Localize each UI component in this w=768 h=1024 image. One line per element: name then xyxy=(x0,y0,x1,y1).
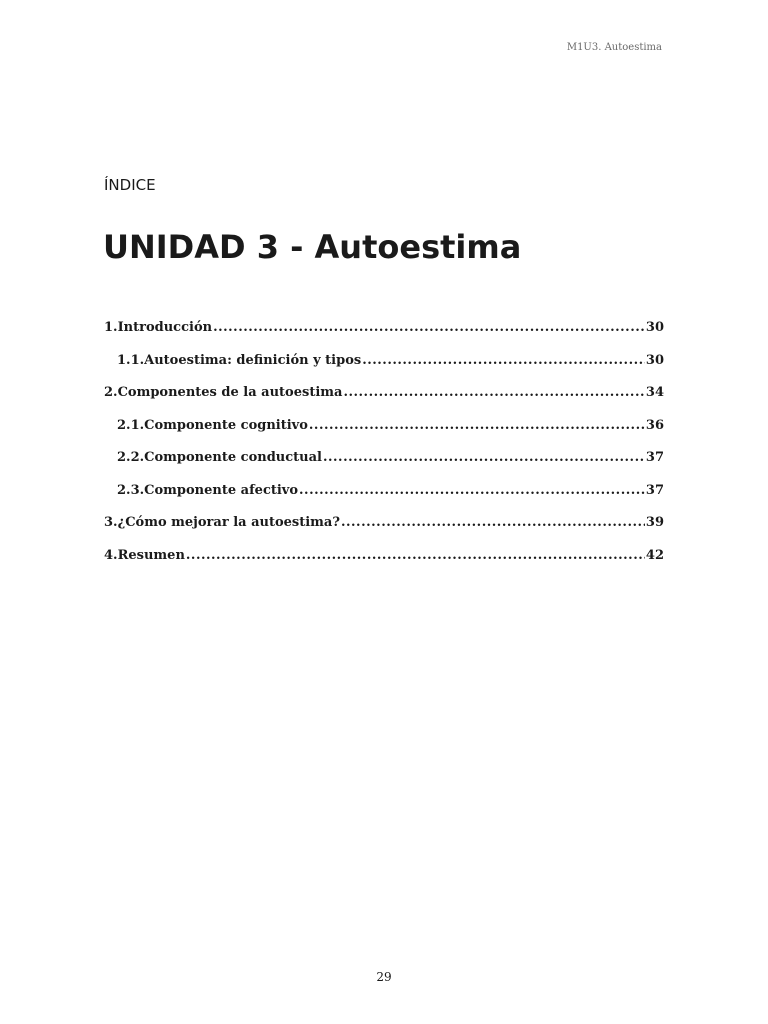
toc-dot-leader xyxy=(309,418,645,433)
toc-entry-componente-conductual[interactable] xyxy=(104,450,664,483)
toc-dot-leader xyxy=(341,515,645,530)
page-number: 29 xyxy=(376,970,392,984)
toc-dot-leader xyxy=(186,548,645,563)
toc-entry-label: 3.¿Cómo mejorar la autoestima? xyxy=(104,515,340,530)
running-header: M1U3. Autoestima xyxy=(566,42,662,53)
toc-entry-label: 4.Resumen xyxy=(104,547,185,563)
toc-entry-label: 2.Componentes de la autoestima xyxy=(104,385,343,400)
toc-entry-resumen[interactable] xyxy=(104,548,664,581)
toc-entry-page: 30 xyxy=(645,352,664,368)
toc-dot-leader xyxy=(213,320,645,335)
toc-entry-page: 36 xyxy=(645,417,664,433)
toc-entry-label: 2.1.Componente cognitivo xyxy=(117,417,308,433)
toc-dot-leader xyxy=(323,450,645,465)
toc-entry-page: 34 xyxy=(645,385,664,400)
toc-entry-autoestima-definicion[interactable] xyxy=(104,353,664,386)
toc-dot-leader xyxy=(299,483,645,498)
toc-entry-label: 2.2.Componente conductual xyxy=(117,450,322,465)
toc-entry-page: 30 xyxy=(645,320,664,335)
toc-entry-label: 1.Introducción xyxy=(104,320,213,335)
toc-entry-label: 2.3.Componente afectivo xyxy=(117,482,299,498)
table-of-contents xyxy=(104,320,664,580)
toc-entry-label: 1.1.Autoestima: definición y tipos xyxy=(117,352,362,368)
toc-entry-page: 39 xyxy=(645,515,664,530)
toc-entry-introduccion[interactable] xyxy=(104,320,664,353)
toc-entry-page: 37 xyxy=(645,482,664,498)
toc-dot-leader xyxy=(362,353,645,368)
toc-entry-page: 42 xyxy=(645,547,664,563)
toc-entry-como-mejorar[interactable] xyxy=(104,515,664,548)
toc-entry-page: 37 xyxy=(645,450,664,465)
index-label: ÍNDICE xyxy=(104,176,156,194)
unit-title: UNIDAD 3 - Autoestima xyxy=(103,228,522,266)
toc-entry-componentes[interactable] xyxy=(104,385,664,418)
toc-entry-componente-afectivo[interactable] xyxy=(104,483,664,516)
toc-entry-componente-cognitivo[interactable] xyxy=(104,418,664,451)
toc-dot-leader xyxy=(343,385,644,400)
